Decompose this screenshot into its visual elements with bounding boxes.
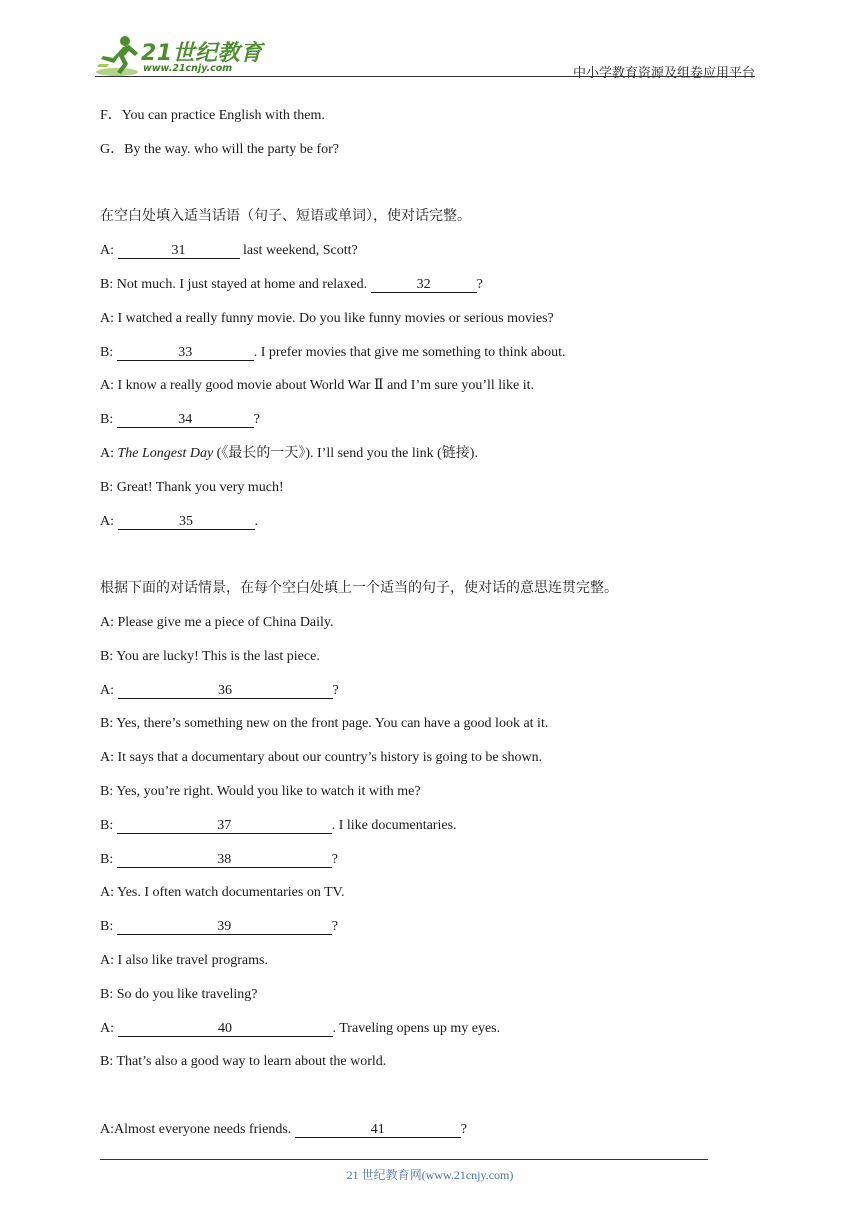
- dialog-line: A: 36 ?: [100, 683, 339, 698]
- header-divider: [95, 76, 755, 77]
- option-f: F．You can practice English with them.: [100, 108, 325, 123]
- dialog-line: B: That’s also a good way to learn about the world.: [100, 1054, 387, 1069]
- runner-logo-icon: [95, 34, 141, 78]
- blank-32[interactable]: 32: [371, 278, 477, 293]
- blank-38[interactable]: 38: [117, 853, 332, 868]
- dialog-line: A: It says that a documentary about our country’s history is going to be shown.: [100, 750, 543, 765]
- option-g: G．By the way. who will the party be for?: [100, 142, 339, 157]
- dialog-line: A: I know a really good movie about World War Ⅱ and I’m sure you’ll like it.: [100, 378, 535, 393]
- dialog-line: A: I watched a really funny movie. Do you like funny movies or serious movies?: [100, 311, 554, 326]
- logo-url: www.21cnjy.com: [143, 63, 233, 74]
- site-logo: [95, 30, 265, 78]
- dialog-line: A: 31 last weekend, Scott?: [100, 243, 358, 258]
- dialog-line: A: Yes. I often watch documentaries on TV.: [100, 885, 345, 900]
- blank-34[interactable]: 34: [117, 413, 254, 428]
- logo-title: 21世纪教育: [141, 41, 263, 66]
- section3-instruction: 根据下面的对话情景，在每个空白处填上一个适当的句子，使对话的意思连贯完整。: [100, 580, 618, 596]
- dialog-line: B: Yes, there’s something new on the front page. You can have a good look at it.: [100, 716, 549, 731]
- dialog-line: A:Almost everyone needs friends. 41 ?: [100, 1122, 468, 1137]
- dialog-line: B: 38 ?: [100, 852, 338, 867]
- dialog-line: B: Yes, you’re right. Would you like to watch it with me?: [100, 784, 421, 799]
- dialog-line: A: 40 . Traveling opens up my eyes.: [100, 1021, 501, 1036]
- dialog-line: B: Great! Thank you very much!: [100, 480, 284, 495]
- page-header: [95, 30, 755, 80]
- dialog-line: B: 37 . I like documentaries.: [100, 818, 457, 833]
- dialog-line: A: I also like travel programs.: [100, 953, 268, 968]
- blank-37[interactable]: 37: [117, 819, 332, 834]
- dialog-line: B: So do you like traveling?: [100, 987, 258, 1002]
- dialog-line: B: 33 . I prefer movies that give me something to think about.: [100, 345, 566, 360]
- dialog-line: A: 35 .: [100, 514, 258, 529]
- dialog-line: B: 34 ?: [100, 412, 260, 427]
- blank-40[interactable]: 40: [118, 1022, 333, 1037]
- blank-39[interactable]: 39: [117, 920, 332, 935]
- blank-36[interactable]: 36: [118, 684, 333, 699]
- dialog-line: A: Please give me a piece of China Daily.: [100, 615, 334, 630]
- dialog-line: B: You are lucky! This is the last piece.: [100, 649, 320, 664]
- dialog-line: A: The Longest Day (《最长的一天》). I’ll send you the link (链接).: [100, 446, 478, 461]
- blank-41[interactable]: 41: [295, 1123, 461, 1138]
- platform-name: 中小学教育资源及组卷应用平台: [572, 66, 755, 81]
- footer-link[interactable]: 21 世纪教育网(www.21cnjy.com): [346, 1168, 514, 1182]
- section2-instruction: 在空白处填入适当话语（句子、短语或单词），使对话完整。: [100, 208, 471, 224]
- blank-33[interactable]: 33: [117, 346, 254, 361]
- blank-31[interactable]: 31: [118, 244, 240, 259]
- dialog-line: B: 39 ?: [100, 919, 338, 934]
- blank-35[interactable]: 35: [118, 515, 255, 530]
- dialog-line: B: Not much. I just stayed at home and relaxed. 32 ?: [100, 277, 483, 292]
- movie-title: The Longest Day: [117, 446, 214, 461]
- footer-divider: [100, 1159, 708, 1160]
